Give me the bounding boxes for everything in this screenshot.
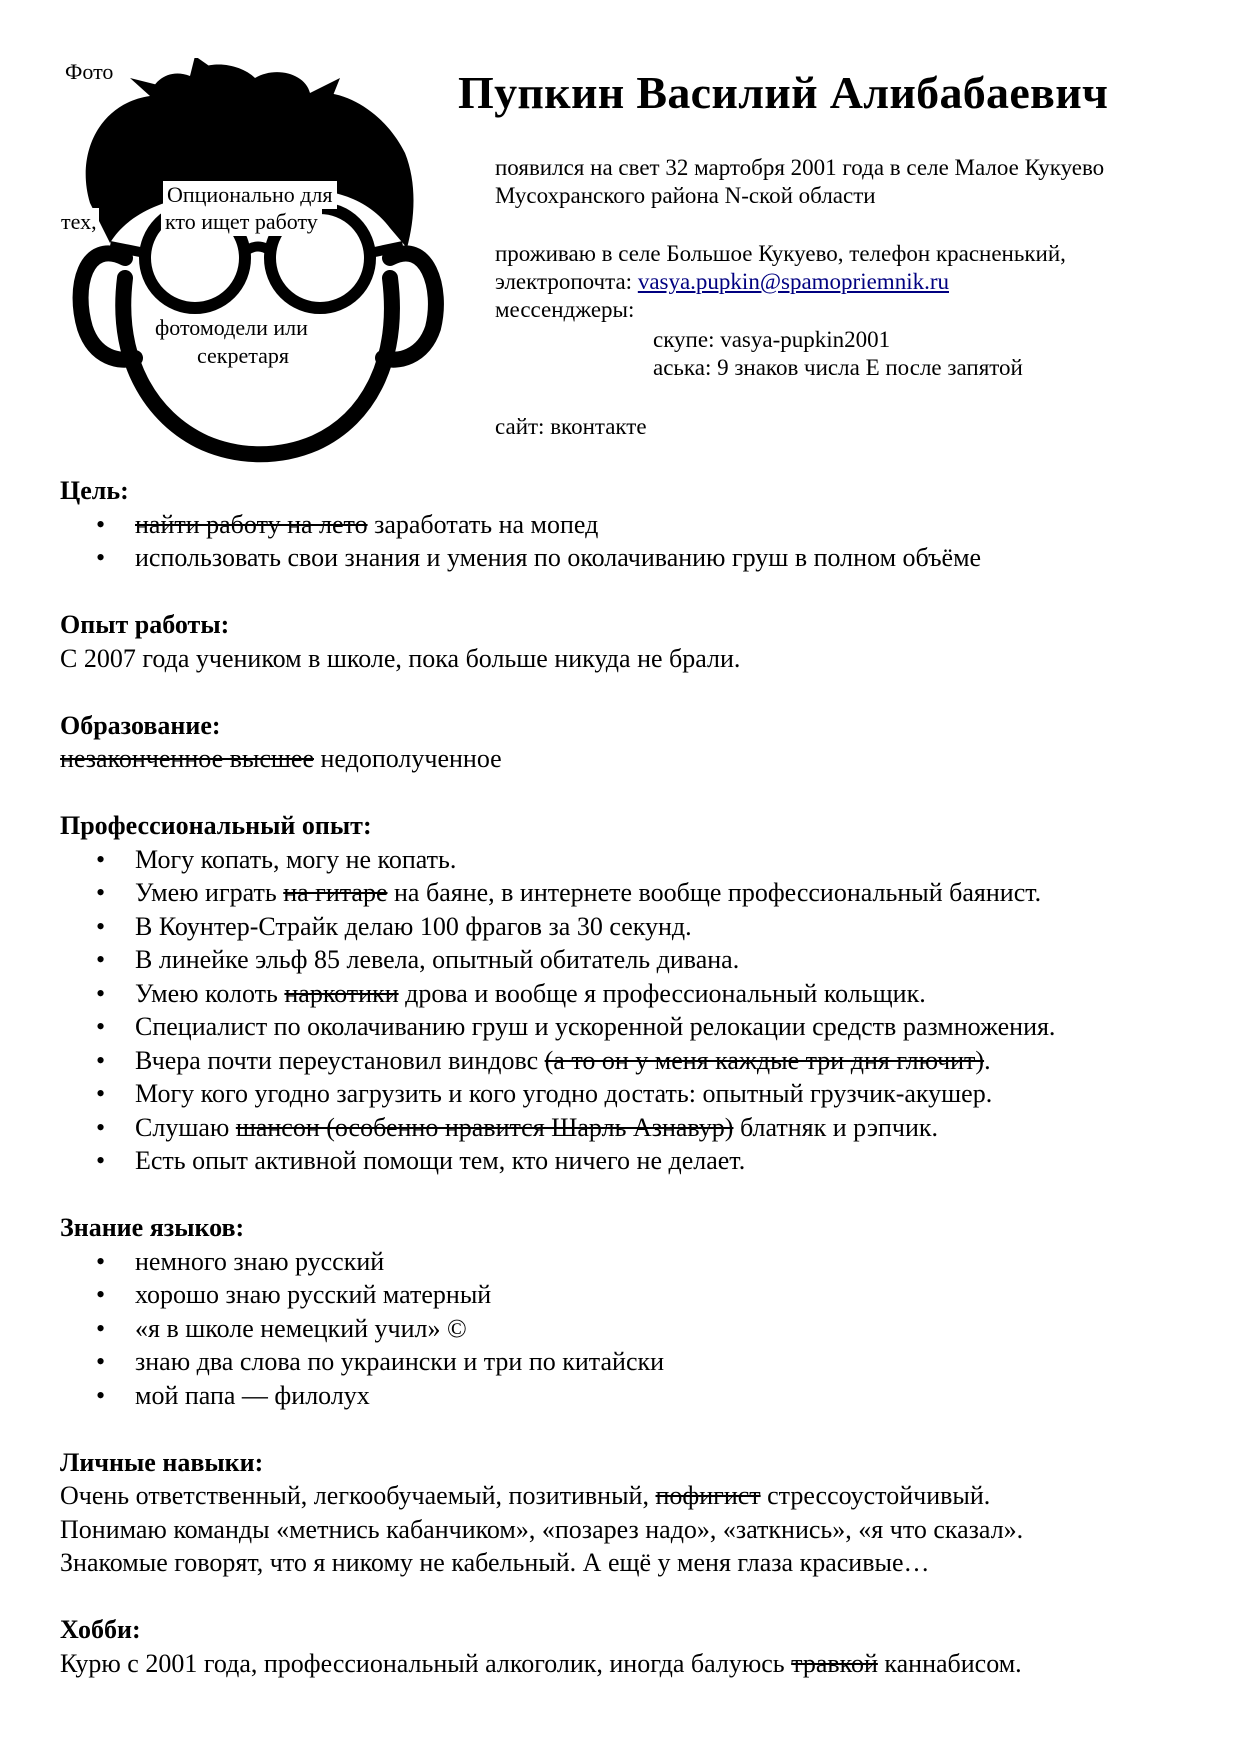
list-item: • использовать свои знания и умения по околачиванию груш в полном объёме [60, 541, 1220, 575]
nerd-avatar-icon [55, 58, 455, 468]
list-item: • мой папа — филолух [60, 1379, 1220, 1413]
address-line: проживаю в селе Большое Кукуево, телефон красненький, [495, 241, 1066, 266]
photo-label: Фото [65, 59, 114, 84]
personal-title: Личные навыки: [60, 1447, 264, 1477]
list-item: • Могу кого угодно загрузить и кого угодно достать: опытный грузчик-акушер. [60, 1077, 1220, 1111]
list-item: • В Коунтер-Страйк делаю 100 фрагов за 30 секунд. [60, 910, 1220, 944]
candidate-name: Пупкин Василий Алибабаевич [458, 67, 1109, 118]
birth-line-2: Мусохранского района N-ской области [495, 183, 876, 208]
languages-title: Знание языков: [60, 1213, 245, 1242]
list-item: • хорошо знаю русский матерный [60, 1278, 1220, 1312]
birth-line-1: появился на свет 32 мартобря 2001 года в селе Малое Кукуево [495, 155, 1105, 180]
list-item: • Специалист по околачиванию груш и ускоренной релокации средств размножения. [60, 1010, 1220, 1044]
hobby-title: Хобби: [60, 1615, 141, 1644]
email-link[interactable]: vasya.pupkin@spamopriemnik.ru [637, 269, 949, 294]
list-item: • знаю два слова по украински и три по китайски [60, 1345, 1220, 1379]
photo-note-line1: Опционально для [163, 181, 337, 209]
work-text: С 2007 года учеником в школе, пока больше никуда не брали. [60, 643, 741, 673]
list-item: • «я в школе немецкий учил» © [60, 1312, 1220, 1346]
education-text: незаконченное высшее недополученное [60, 744, 502, 773]
education-title: Образование: [60, 710, 221, 740]
photo-note-line4: фотомодели или [151, 314, 312, 342]
list-item: • найти работу на лето заработать на мопед [60, 508, 1220, 542]
languages-list [60, 1245, 1220, 1413]
personal-line-2: Понимаю команды «метнись кабанчиком», «позарез надо», «заткнись», «я что сказал». [60, 1514, 1024, 1544]
resume-body [60, 474, 1220, 1680]
list-item: • В линейке эльф 85 левела, опытный обитатель дивана. [60, 943, 1220, 977]
messengers-label: мессенджеры: [495, 297, 635, 322]
skype-line: скупе: vasya-pupkin2001 [653, 327, 891, 352]
goal-title: Цель: [60, 476, 129, 505]
email-line [495, 268, 949, 296]
photo-note-line5: секретаря [193, 342, 293, 370]
hobby-text: Курю с 2001 года, профессиональный алкоголик, иногда балуюсь травкой каннабисом. [60, 1648, 1022, 1678]
professional-list [60, 843, 1220, 1178]
icq-line: аська: 9 знаков числа Е после запятой [653, 355, 1023, 380]
list-item: • Слушаю шансон (особенно нравится Шарль Азнавур) блатняк и рэпчик. [60, 1111, 1220, 1145]
list-item: • Умею играть на гитаре на баяне, в интернете вообще профессиональный баянист. [60, 876, 1220, 910]
personal-line-1: Очень ответственный, легкообучаемый, позитивный, пофигист стрессоустойчивый. [60, 1481, 991, 1510]
site-line: сайт: вконтакте [495, 414, 647, 439]
photo-note-line3: кто ищет работу [161, 208, 322, 236]
photo-placeholder [55, 58, 455, 468]
list-item: • Умею колоть наркотики дрова и вообще я профессиональный кольщик. [60, 977, 1220, 1011]
list-item: • немного знаю русский [60, 1245, 1220, 1279]
list-item: • Есть опыт активной помощи тем, кто ничего не делает. [60, 1144, 1220, 1178]
work-title: Опыт работы: [60, 610, 230, 639]
personal-line-3: Знакомые говорят, что я никому не кабельный. А ещё у меня глаза красивые… [60, 1548, 930, 1577]
list-item: • Вчера почти переустановил виндовс (а то он у меня каждые три дня глючит). [60, 1044, 1220, 1078]
goal-list [60, 508, 1220, 575]
email-label: электропочта: [495, 269, 638, 294]
photo-note-line2: тех, [61, 209, 97, 234]
professional-title: Профессиональный опыт: [60, 811, 372, 840]
list-item: • Могу копать, могу не копать. [60, 843, 1220, 877]
